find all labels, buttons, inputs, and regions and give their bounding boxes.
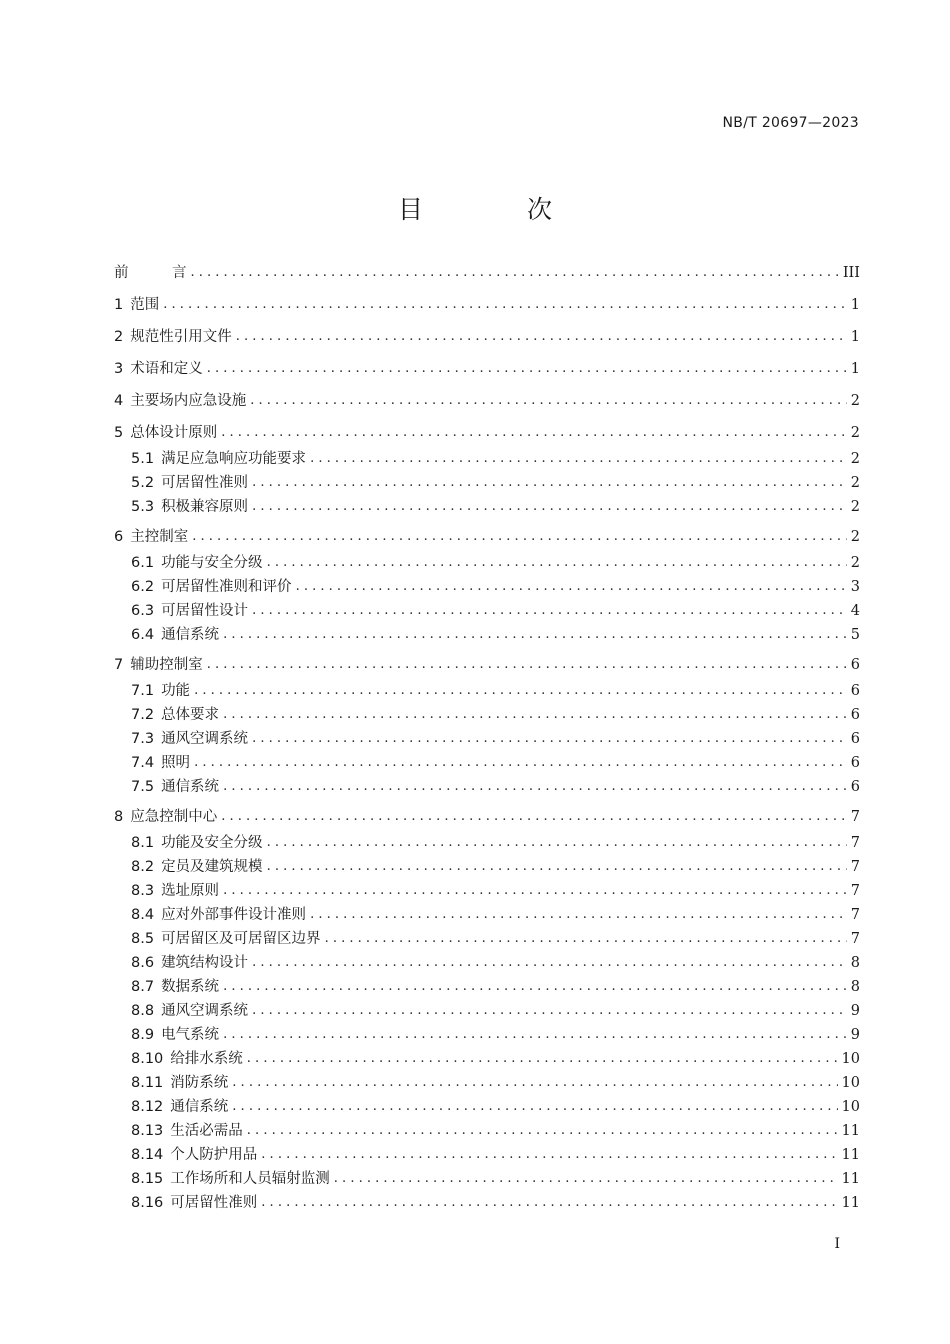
toc-entry-label: 主要场内应急设施 [130, 393, 247, 409]
toc-entry-label: 应对外部事件设计准则 [161, 907, 307, 923]
toc-entry-label: 定员及建筑规模 [161, 859, 263, 875]
toc-dot-leader [247, 1049, 838, 1069]
toc-dot-leader [252, 473, 847, 493]
toc-entry-number: 8.7 [131, 979, 155, 995]
toc-entry[interactable] [131, 753, 860, 773]
toc-entry[interactable] [131, 777, 860, 797]
toc-entry[interactable] [131, 601, 860, 621]
toc-entry-number: 5.1 [131, 451, 155, 467]
toc-entry-page: 2 [850, 451, 860, 467]
toc-entry-page: 10 [841, 1099, 860, 1115]
toc-entry-label: 可居留性准则 [170, 1195, 258, 1211]
toc-dot-leader [261, 1145, 837, 1165]
toc-dot-leader [221, 807, 847, 827]
toc-entry-label: 通风空调系统 [161, 1003, 249, 1019]
toc-entry-page: 2 [850, 555, 860, 571]
toc-entry-number: 7.5 [131, 779, 155, 795]
toc-entry-page: 2 [850, 393, 860, 409]
page-number: I [834, 1236, 840, 1252]
toc-entry-page: 5 [850, 627, 860, 643]
toc-entry-page: 4 [850, 603, 860, 619]
toc-entry-page: 6 [850, 779, 860, 795]
toc-entry-page: 6 [850, 731, 860, 747]
toc-entry-label: 照明 [161, 755, 191, 771]
toc-entry-number: 4 [114, 393, 124, 409]
toc-entry[interactable] [131, 881, 860, 901]
toc-dot-leader [223, 705, 847, 725]
toc-entry-number: 5.2 [131, 475, 155, 491]
toc-entry-page: 11 [841, 1147, 860, 1163]
toc-entry-page: 7 [850, 931, 860, 947]
toc-entry-number: 3 [114, 361, 124, 377]
toc-entry[interactable] [114, 655, 860, 675]
toc-dot-leader [221, 423, 847, 443]
toc-entry[interactable] [131, 1097, 860, 1117]
toc-entry[interactable] [131, 905, 860, 925]
toc-entry-page: 8 [850, 979, 860, 995]
toc-entry-number: 6 [114, 529, 124, 545]
toc-entry-page: 6 [850, 657, 860, 673]
toc-dot-leader [223, 881, 847, 901]
toc-entry-label: 辅助控制室 [130, 657, 203, 673]
toc-dot-leader [252, 497, 847, 517]
toc-entry-number: 8.6 [131, 955, 155, 971]
toc-entry-label: 总体设计原则 [130, 425, 218, 441]
toc-dot-leader [163, 295, 847, 315]
toc-entry[interactable] [131, 1025, 860, 1045]
toc-entry-page: 9 [850, 1027, 860, 1043]
toc-dot-leader [223, 625, 847, 645]
toc-entry-label: 通信系统 [170, 1099, 229, 1115]
toc-entry-label: 功能及安全分级 [161, 835, 263, 851]
toc-entry[interactable] [131, 729, 860, 749]
toc-dot-leader [191, 263, 839, 283]
toc-entry[interactable] [131, 929, 860, 949]
toc-entry-label: 选址原则 [161, 883, 220, 899]
toc-entry[interactable] [131, 473, 860, 493]
toc-dot-leader [247, 1121, 838, 1141]
toc-dot-leader [232, 1097, 837, 1117]
toc-dot-leader [223, 777, 847, 797]
toc-entry-page: 10 [841, 1075, 860, 1091]
toc-dot-leader [207, 359, 847, 379]
toc-entry-number: 8.13 [131, 1123, 164, 1139]
toc-entry-label: 数据系统 [161, 979, 220, 995]
toc-entry-number: 1 [114, 297, 124, 313]
standard-code: NB/T 20697—2023 [722, 115, 859, 131]
toc-entry[interactable] [114, 359, 860, 379]
toc-entry-label: 建筑结构设计 [161, 955, 249, 971]
toc-dot-leader [310, 449, 847, 469]
toc-entry-number: 8.16 [131, 1195, 164, 1211]
toc-entry-label: 可居留性设计 [161, 603, 249, 619]
toc-entry-page: 3 [850, 579, 860, 595]
toc-entry-label: 电气系统 [161, 1027, 220, 1043]
toc-dot-leader [192, 527, 847, 547]
toc-entry[interactable] [131, 681, 860, 701]
toc-dot-leader [325, 929, 847, 949]
toc-dot-leader [267, 553, 847, 573]
toc-entry-label: 满足应急响应功能要求 [161, 451, 307, 467]
toc-entry-number: 8.11 [131, 1075, 164, 1091]
toc-entry-page: 1 [850, 361, 860, 377]
toc-dot-leader [232, 1073, 837, 1093]
toc-entry-label: 通风空调系统 [161, 731, 249, 747]
toc-entry-label: 可居留性准则 [161, 475, 249, 491]
toc-entry-number: 6.4 [131, 627, 155, 643]
toc-entry-page: 6 [850, 683, 860, 699]
toc-entry-label: 规范性引用文件 [130, 329, 232, 345]
toc-dot-leader [252, 1001, 847, 1021]
toc-entry-number: 7.2 [131, 707, 155, 723]
toc-dot-leader [252, 953, 847, 973]
toc-entry-label: 范围 [130, 297, 160, 313]
toc-entry[interactable] [131, 497, 860, 517]
toc-entry-number: 8.9 [131, 1027, 155, 1043]
toc-entry[interactable] [114, 807, 860, 827]
toc-entry-label: 功能与安全分级 [161, 555, 263, 571]
toc-dot-leader [252, 601, 847, 621]
toc-entry[interactable] [131, 953, 860, 973]
toc-entry-label: 可居留区及可居留区边界 [161, 931, 321, 947]
toc-entry-number: 6.1 [131, 555, 155, 571]
toc-dot-leader [236, 327, 847, 347]
toc-entry[interactable] [131, 1169, 860, 1189]
toc-dot-leader [310, 905, 847, 925]
toc-entry-number: 8.5 [131, 931, 155, 947]
toc-entry-page: 9 [850, 1003, 860, 1019]
toc-entry[interactable] [131, 1049, 860, 1069]
toc-entry-number: 8.3 [131, 883, 155, 899]
toc-entry[interactable] [131, 1121, 860, 1141]
toc-entry-label: 积极兼容原则 [161, 499, 249, 515]
toc-entry-label: 总体要求 [161, 707, 220, 723]
toc-entry-label: 工作场所和人员辐射监测 [170, 1171, 330, 1187]
toc-entry-number: 8.10 [131, 1051, 164, 1067]
toc-entry[interactable] [131, 977, 860, 997]
toc-entry-page: 1 [850, 297, 860, 313]
toc-entry-page: 1 [850, 329, 860, 345]
toc-entry[interactable] [114, 423, 860, 443]
toc-entry-number: 8.4 [131, 907, 155, 923]
toc-entry[interactable] [114, 391, 860, 411]
toc-entry-page: 7 [850, 835, 860, 851]
toc-entry-page: 6 [850, 755, 860, 771]
toc-entry-label: 通信系统 [161, 779, 220, 795]
toc-entry-number: 2 [114, 329, 124, 345]
toc-entry-number: 8.15 [131, 1171, 164, 1187]
toc-entry-page: 8 [850, 955, 860, 971]
toc-dot-leader [250, 391, 847, 411]
toc-entry-number: 7 [114, 657, 124, 673]
toc-entry[interactable] [131, 577, 860, 597]
toc-entry-page: 7 [850, 859, 860, 875]
toc-dot-leader [267, 833, 847, 853]
toc-entry-number: 5 [114, 425, 124, 441]
toc-dot-leader [296, 577, 847, 597]
toc-entry-label: 应急控制中心 [130, 809, 218, 825]
toc-entry[interactable] [114, 327, 860, 347]
toc-entry-label: 生活必需品 [170, 1123, 243, 1139]
toc-entry-label: 功能 [161, 683, 191, 699]
toc-entry-label: 前 言 [114, 265, 187, 281]
toc-entry-label: 给排水系统 [170, 1051, 243, 1067]
toc-entry[interactable] [131, 705, 860, 725]
toc-entry-number: 6.2 [131, 579, 155, 595]
toc-entry-number: 8 [114, 809, 124, 825]
toc-entry-number: 7.4 [131, 755, 155, 771]
toc-dot-leader [207, 655, 847, 675]
toc-entry-number: 5.3 [131, 499, 155, 515]
toc-entry-page: 11 [841, 1171, 860, 1187]
toc-entry-label: 通信系统 [161, 627, 220, 643]
toc-entry-number: 8.12 [131, 1099, 164, 1115]
toc-dot-leader [223, 977, 847, 997]
toc-entry-page: 7 [850, 907, 860, 923]
toc-entry-page: III [842, 265, 860, 281]
toc-entry[interactable] [114, 295, 860, 315]
toc-dot-leader [334, 1169, 838, 1189]
toc-entry[interactable] [131, 1073, 860, 1093]
toc-entry-label: 主控制室 [130, 529, 189, 545]
toc-entry-number: 7.1 [131, 683, 155, 699]
toc-entry[interactable] [131, 857, 860, 877]
toc-entry-page: 2 [850, 499, 860, 515]
toc-dot-leader [194, 753, 847, 773]
toc-entry-label: 可居留性准则和评价 [161, 579, 292, 595]
toc-entry-page: 2 [850, 425, 860, 441]
toc-dot-leader [252, 729, 847, 749]
toc-entry-page: 11 [841, 1195, 860, 1211]
toc-dot-leader [267, 857, 847, 877]
page-title: 目 次 [398, 195, 600, 224]
toc-entry-page: 2 [850, 475, 860, 491]
toc-entry-number: 8.8 [131, 1003, 155, 1019]
toc-entry-label: 消防系统 [170, 1075, 229, 1091]
toc-dot-leader [223, 1025, 847, 1045]
toc-entry-page: 6 [850, 707, 860, 723]
toc-entry-page: 2 [850, 529, 860, 545]
toc-entry-number: 6.3 [131, 603, 155, 619]
toc-entry-label: 个人防护用品 [170, 1147, 258, 1163]
toc-entry-page: 7 [850, 883, 860, 899]
toc-entry[interactable] [131, 1193, 860, 1213]
toc-entry-number: 8.14 [131, 1147, 164, 1163]
toc-entry-number: 8.1 [131, 835, 155, 851]
toc-entry[interactable] [114, 263, 860, 283]
toc-entry-page: 10 [841, 1051, 860, 1067]
toc-entry[interactable] [131, 1145, 860, 1165]
toc-entry[interactable] [131, 1001, 860, 1021]
toc-dot-leader [261, 1193, 837, 1213]
toc-dot-leader [194, 681, 847, 701]
toc-entry-page: 11 [841, 1123, 860, 1139]
toc-entry-page: 7 [850, 809, 860, 825]
toc-entry[interactable] [114, 527, 860, 547]
toc-entry-number: 8.2 [131, 859, 155, 875]
toc-entry-label: 术语和定义 [130, 361, 203, 377]
toc-entry[interactable] [131, 833, 860, 853]
toc-entry[interactable] [131, 449, 860, 469]
toc-entry-number: 7.3 [131, 731, 155, 747]
toc-entry[interactable] [131, 553, 860, 573]
toc-entry[interactable] [131, 625, 860, 645]
